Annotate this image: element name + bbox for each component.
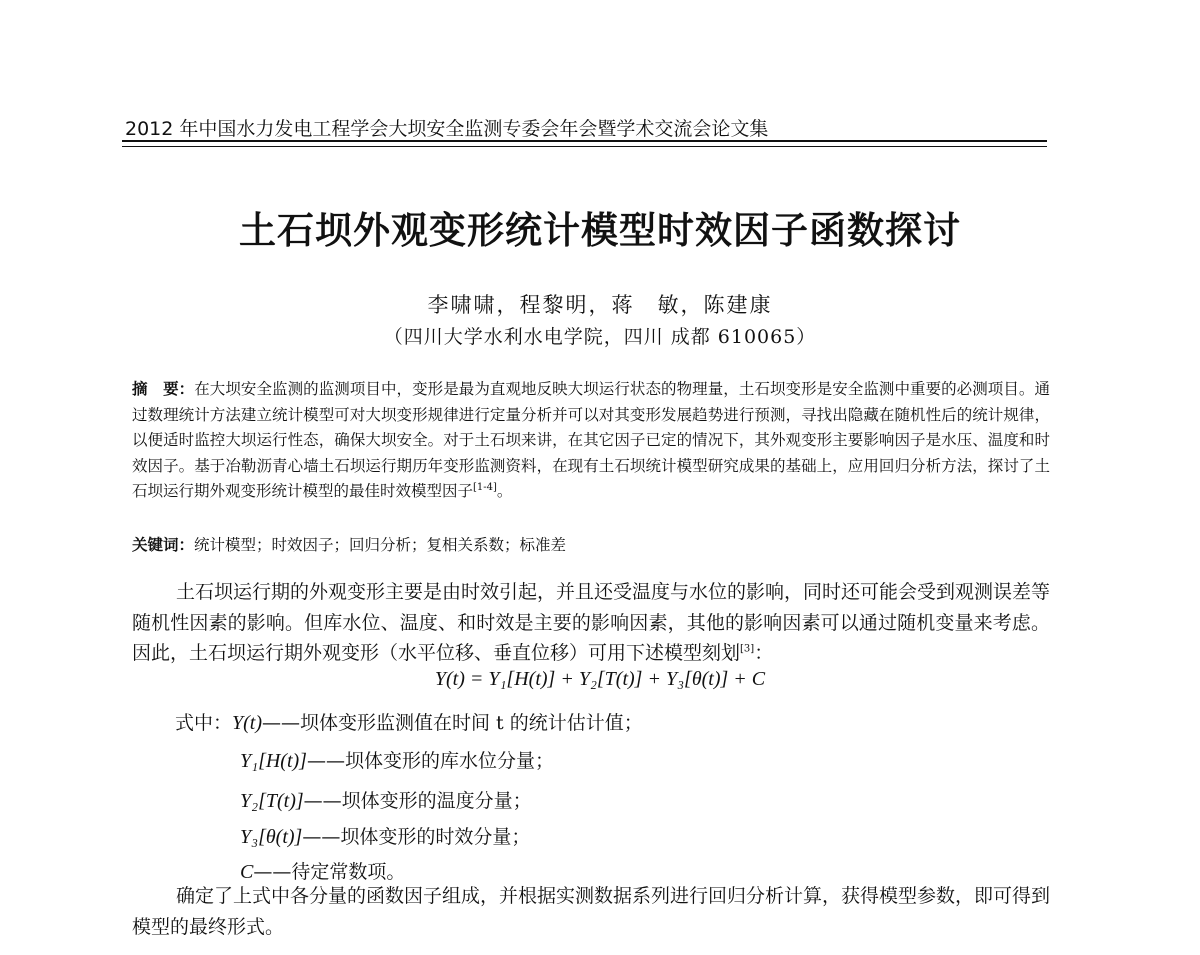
body-paragraph-1	[132, 577, 1050, 669]
definition-0	[175, 708, 643, 735]
header-rule-thick	[122, 140, 1047, 142]
definition-1	[240, 746, 554, 773]
abstract-text: 在大坝安全监测的监测项目中，变形是最为直观地反映大坝运行状态的物理量，土石坝变形是安全监测中重要的必测项目。通过数理统计方法建立统计模型可对大坝变形规律进行定量分析并可以对其变形发展趋势进行预测，寻找出隐藏在随机性后的统计规律，以便适时监控大坝运行性态，确保大坝安全。对于土石坝来讲，在其它因子已定的情况下，其外观变形主要影响因子是水压、温度和时效因子。基于冶勒沥青心墙土石坝运行期历年变形监测资料，在现有土石坝统计模型研究成果的基础上，应用回归分析方法，探讨了土石坝运行期外观变形统计模型的最佳时效模型因子	[132, 380, 1050, 500]
header-rule-thin	[122, 146, 1047, 147]
definition-symbol: C	[240, 861, 254, 883]
definition-symbol: Y₁[H(t)]	[240, 750, 307, 772]
definition-text: ——坝体变形的时效分量；	[302, 826, 531, 848]
definition-4	[240, 857, 405, 884]
author-list: 李啸啸，程黎明，蒋 敏，陈建康	[427, 293, 773, 317]
model-formula: Y(t) = Y₁[H(t)] + Y₂[T(t)] + Y₃[θ(t)] + C	[434, 668, 766, 690]
keywords-label: 关键词：	[132, 535, 195, 554]
definition-symbol: Y₂[T(t)]	[240, 790, 304, 812]
affiliation: （四川大学水利水电学院，四川 成都 610065）	[383, 326, 817, 348]
abstract-label: 摘 要：	[132, 379, 195, 398]
paragraph-1-text: 土石坝运行期的外观变形主要是由时效引起，并且还受温度与水位的影响，同时还可能会受到观测误差等随机性因素的影响。但库水位、温度、和时效是主要的影响因素，其他的影响因素可以通过随机变量来考虑。因此，土石坝运行期外观变形（水平位移、垂直位移）可用下述模型刻划	[132, 581, 1051, 664]
keywords	[132, 532, 1050, 558]
abstract-citation[interactable]: [1-4]	[473, 481, 497, 493]
definition-text: ——坝体变形监测值在时间 t 的统计估计值；	[262, 712, 643, 734]
definition-text: ——坝体变形的库水位分量；	[306, 750, 554, 772]
body-paragraph-2: 确定了上式中各分量的函数因子组成，并根据实测数据系列进行回归分析计算，获得模型参数，即可得到模型的最终形式。	[132, 885, 1051, 938]
definition-text: ——待定常数项。	[253, 861, 406, 883]
paragraph-1-citation[interactable]: [3]	[740, 643, 755, 655]
abstract	[132, 376, 1050, 505]
running-header: 2012 年中国水力发电工程学会大坝安全监测专委会年会暨学术交流会论文集	[125, 118, 769, 140]
where-label: 式中：	[175, 712, 233, 734]
paper-title: 土石坝外观变形统计模型时效因子函数探讨	[239, 208, 961, 252]
paragraph-1-end: ：	[754, 642, 774, 664]
definition-symbol: Y(t)	[232, 712, 263, 734]
definition-text: ——坝体变形的温度分量；	[303, 790, 532, 812]
abstract-end: 。	[496, 482, 513, 500]
definition-3	[240, 822, 530, 849]
definition-symbol: Y₃[θ(t)]	[240, 826, 303, 848]
keywords-text: 统计模型；时效因子；回归分析；复相关系数；标准差	[194, 536, 567, 554]
definition-2	[240, 786, 532, 813]
